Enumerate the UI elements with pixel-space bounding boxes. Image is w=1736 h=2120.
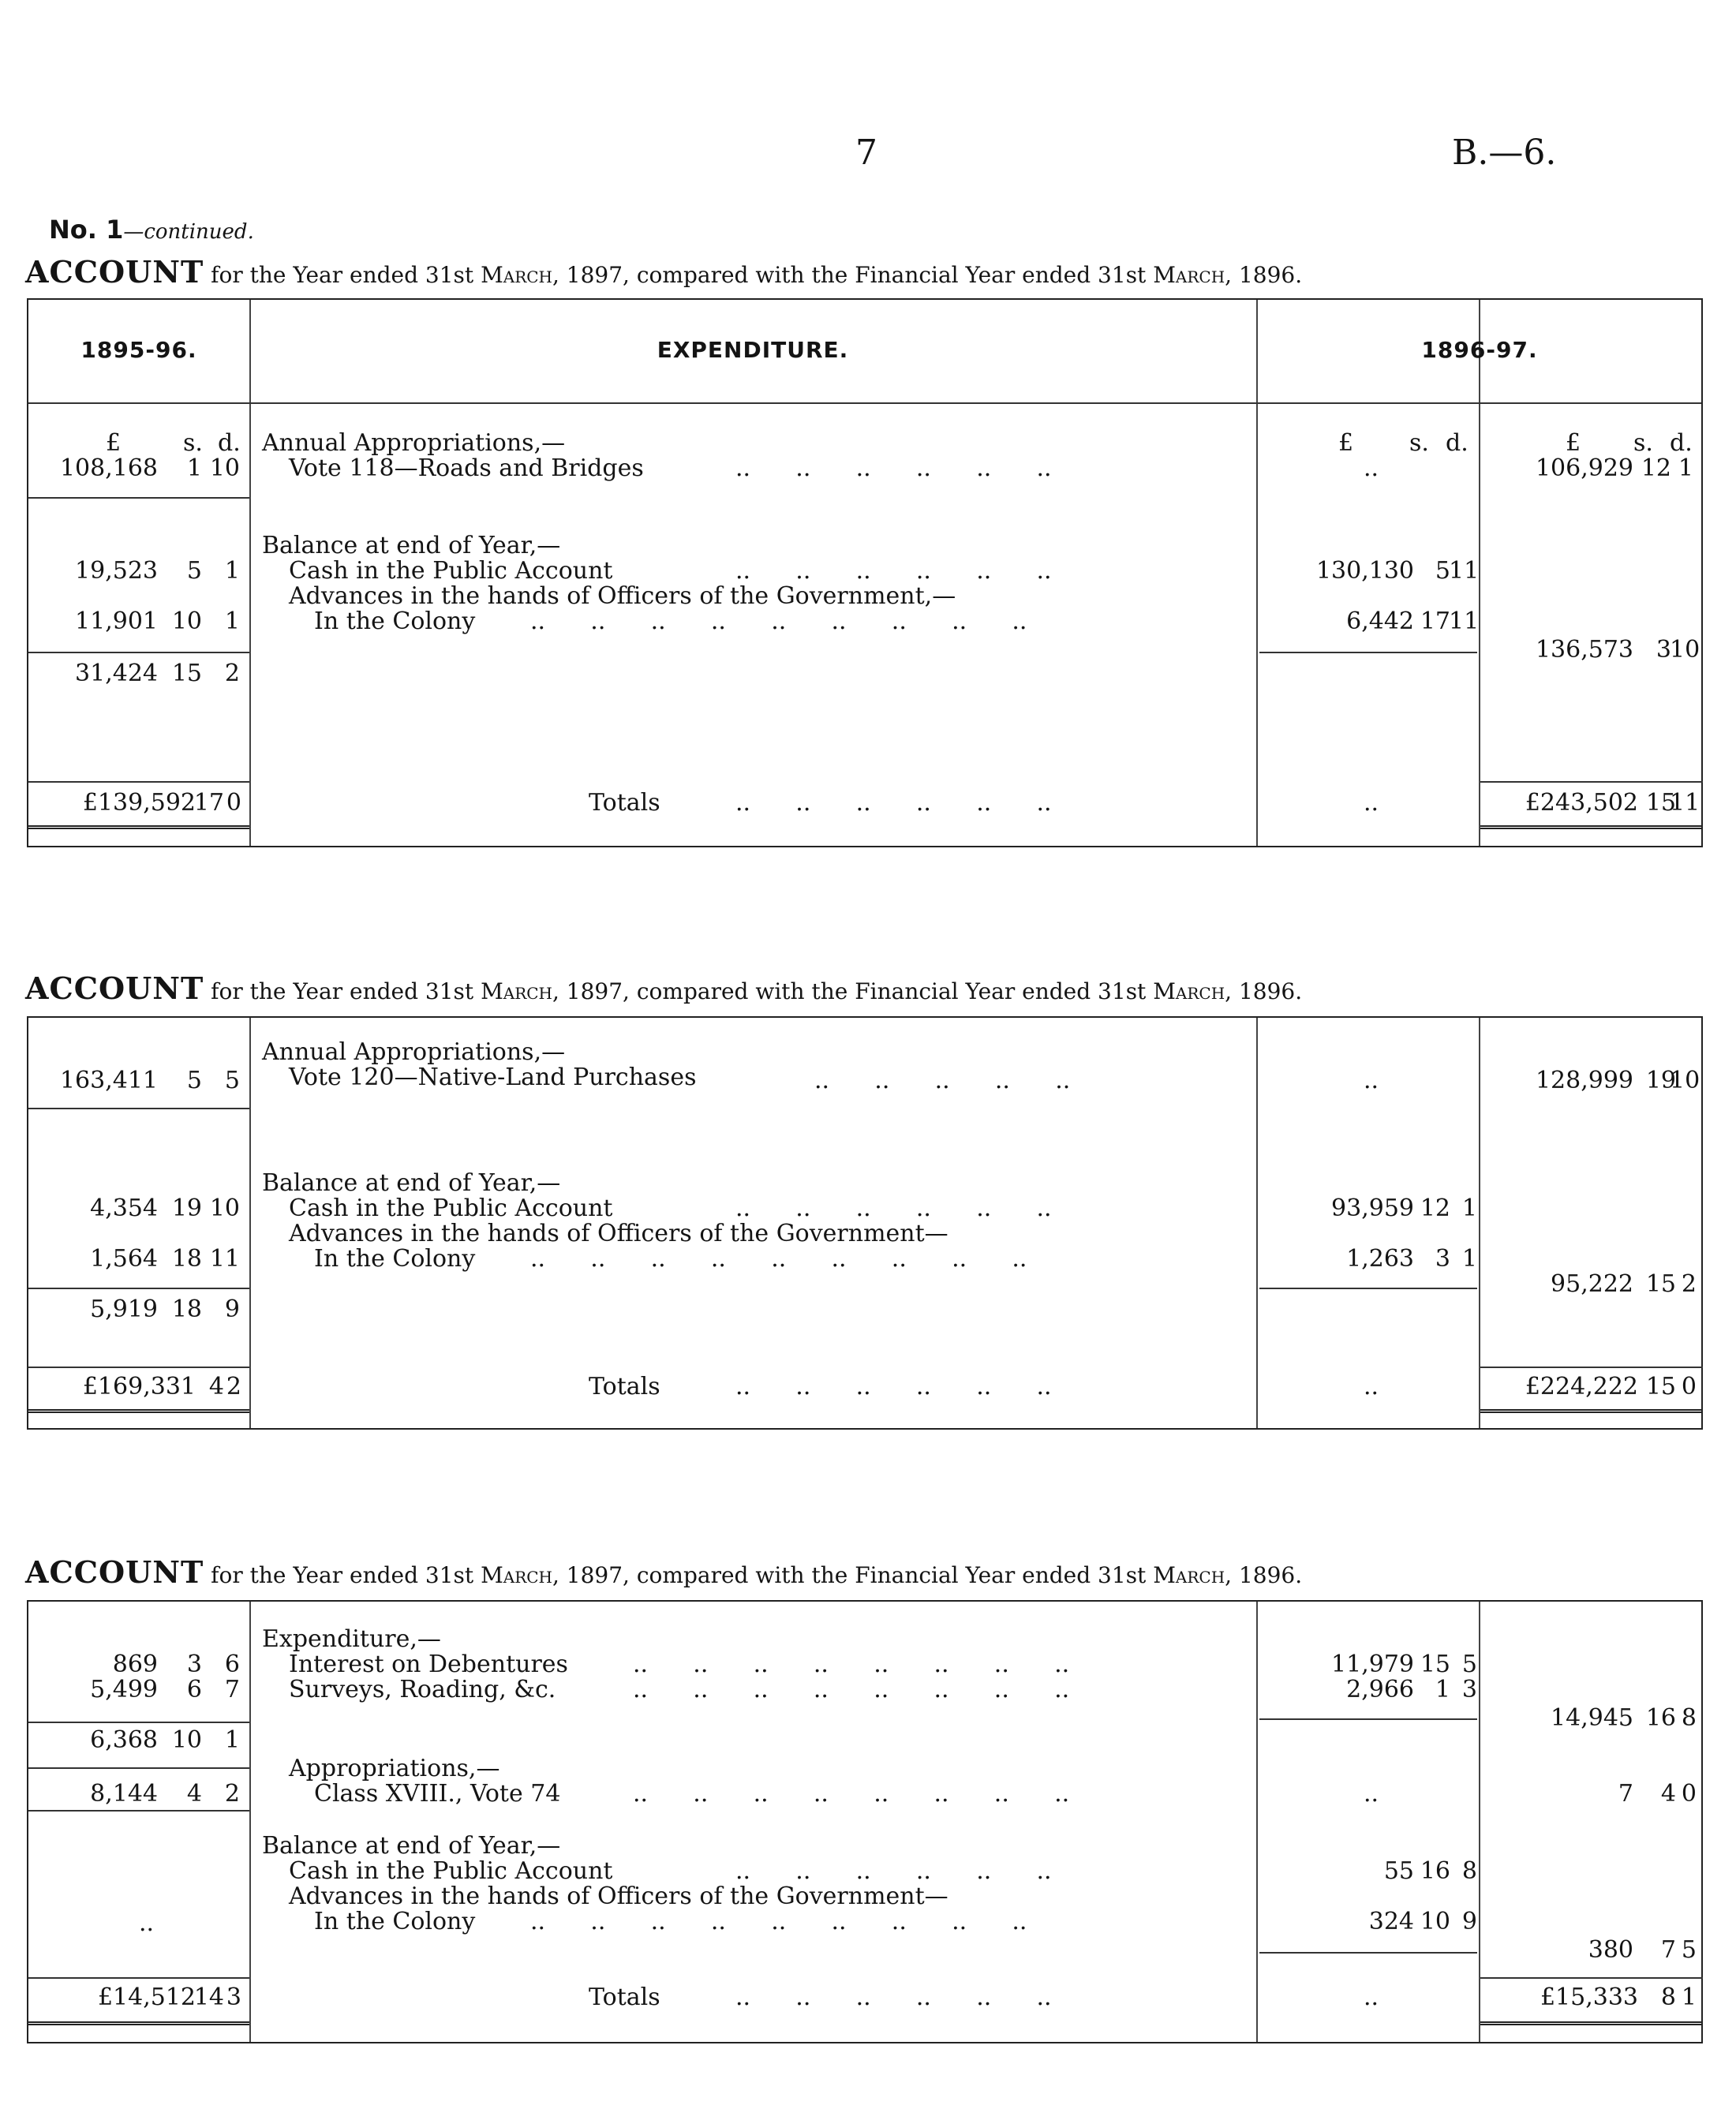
row-label: Cash in the Public Account bbox=[289, 1857, 613, 1885]
prev-shillings: 1 bbox=[186, 454, 202, 482]
leader-dots: .. .. .. .. .. .. .. .. .. bbox=[530, 608, 1027, 635]
prev-pounds: 4,354 bbox=[90, 1195, 158, 1222]
curr-pence: 1 bbox=[1678, 454, 1693, 482]
curr-pence: 0 bbox=[1681, 1780, 1697, 1808]
row-label: Cash in the Public Account bbox=[289, 557, 613, 585]
totals-label: Totals bbox=[589, 1373, 660, 1400]
leader-dots: .. .. .. .. .. .. bbox=[735, 1373, 1052, 1400]
row-label: Annual Appropriations,— bbox=[262, 429, 566, 457]
prev-pence: 2 bbox=[224, 1780, 240, 1808]
leader-dots: .. .. .. .. .. .. .. .. bbox=[633, 1676, 1070, 1703]
prev-pounds: 1,564 bbox=[90, 1245, 158, 1273]
totals-prev-pence: 3 bbox=[226, 1984, 241, 2011]
prev-pounds: 11,901 bbox=[75, 608, 158, 635]
mid-pence: 3 bbox=[1461, 1676, 1477, 1703]
row-label: Balance at end of Year,— bbox=[262, 1832, 561, 1860]
subtotal-prev-pence: 2 bbox=[224, 660, 240, 687]
prev-pounds: 5,499 bbox=[90, 1676, 158, 1703]
leader-dots: .. .. .. .. .. .. .. .. .. bbox=[530, 1908, 1027, 1935]
totals-curr-pence: 1 bbox=[1681, 1984, 1697, 2011]
prev-pence: 1 bbox=[224, 608, 240, 635]
prev-shillings: 5 bbox=[186, 1067, 202, 1094]
mid-pounds: 324 bbox=[1368, 1908, 1414, 1935]
totals-prev-shillings: 4 bbox=[208, 1373, 224, 1400]
totals-prev-pounds: £139,592 bbox=[82, 789, 196, 817]
prev-pence: 7 bbox=[224, 1676, 240, 1703]
leader-dots: .. .. .. .. .. .. bbox=[735, 454, 1052, 482]
totals-curr-pence: 0 bbox=[1681, 1373, 1697, 1400]
unit-shillings: s. bbox=[1409, 429, 1429, 457]
totals-prev-pence: 2 bbox=[226, 1373, 241, 1400]
prev-shillings: 3 bbox=[186, 1651, 202, 1678]
subtotal-curr-pence: 5 bbox=[1681, 1936, 1697, 1964]
leader-dots: .. bbox=[139, 1909, 155, 1937]
mid-pounds: 11,979 bbox=[1331, 1651, 1414, 1678]
totals-prev-pence: 0 bbox=[226, 789, 241, 817]
mid-shillings: 10 bbox=[1420, 1908, 1450, 1935]
subtotal-prev-shillings: 18 bbox=[171, 1296, 202, 1323]
page-number: 7 bbox=[855, 133, 877, 173]
leader-dots: .. .. .. .. .. .. bbox=[735, 1195, 1052, 1222]
subtotal-curr-shillings: 3 bbox=[1656, 636, 1671, 664]
prev-pounds: 869 bbox=[112, 1651, 158, 1678]
row-label: Advances in the hands of Officers of the Government,— bbox=[289, 582, 956, 610]
mid-shillings: 16 bbox=[1420, 1857, 1450, 1885]
unit-shillings: s. bbox=[1633, 429, 1653, 457]
subtotal-curr-pounds: 14,945 bbox=[1551, 1704, 1633, 1732]
account-heading-3: ACCOUNT for the Year ended 31st March, 1897, compared with the Financial Year ended 31st March, 1896. bbox=[25, 1554, 1303, 1590]
curr-shillings: 4 bbox=[1660, 1780, 1676, 1808]
mid-pence: 1 bbox=[1461, 1245, 1477, 1273]
row-label: Balance at end of Year,— bbox=[262, 532, 561, 559]
curr-pence: 10 bbox=[1670, 1067, 1700, 1094]
row-label: Annual Appropriations,— bbox=[262, 1038, 566, 1066]
row-label: Appropriations,— bbox=[289, 1755, 500, 1782]
row-label: Vote 118—Roads and Bridges bbox=[289, 454, 644, 482]
mid-pounds: 130,130 bbox=[1315, 557, 1414, 585]
leader-dots: .. bbox=[1364, 1984, 1379, 2011]
curr-pounds: 106,929 bbox=[1535, 454, 1633, 482]
subtotal-prev-pounds: 5,919 bbox=[90, 1296, 158, 1323]
prev-pence: 10 bbox=[209, 1195, 240, 1222]
subtotal-curr-pounds: 380 bbox=[1588, 1936, 1633, 1964]
prev-pounds: 8,144 bbox=[90, 1780, 158, 1808]
subtotal-prev-pence: 9 bbox=[224, 1296, 240, 1323]
subtotal-curr-pence: 10 bbox=[1670, 636, 1700, 664]
totals-label: Totals bbox=[589, 789, 660, 817]
leader-dots: .. .. .. .. .. .. bbox=[735, 1984, 1052, 2011]
prev-pence: 5 bbox=[224, 1067, 240, 1094]
mid-shillings: 17 bbox=[1420, 608, 1450, 635]
totals-curr-pence: 11 bbox=[1670, 789, 1700, 817]
column-header-1895-96: 1895-96. bbox=[80, 337, 197, 363]
subtotal-curr-pounds: 136,573 bbox=[1535, 636, 1633, 664]
mid-pence: 9 bbox=[1461, 1908, 1477, 1935]
totals-label: Totals bbox=[589, 1984, 660, 2011]
prev-shillings: 19 bbox=[171, 1195, 202, 1222]
row-label: Surveys, Roading, &c. bbox=[289, 1676, 556, 1703]
curr-pounds: 128,999 bbox=[1535, 1067, 1633, 1094]
leader-dots: .. .. .. .. .. bbox=[814, 1067, 1071, 1094]
subtotal-prev-pounds: 6,368 bbox=[90, 1726, 158, 1754]
leader-dots: .. bbox=[1364, 1373, 1379, 1400]
row-label: Vote 120—Native-Land Purchases bbox=[289, 1064, 697, 1091]
expenditure-table-debentures bbox=[27, 1600, 1703, 2043]
row-label: In the Colony bbox=[314, 1908, 476, 1935]
prev-shillings: 18 bbox=[171, 1245, 202, 1273]
mid-pence: 11 bbox=[1449, 557, 1480, 585]
column-header-1896-97: 1896-97. bbox=[1421, 337, 1538, 363]
subtotal-curr-shillings: 16 bbox=[1645, 1704, 1676, 1732]
prev-pounds: 163,411 bbox=[59, 1067, 158, 1094]
subtotal-curr-pence: 8 bbox=[1681, 1704, 1697, 1732]
prev-shillings: 5 bbox=[186, 557, 202, 585]
prev-pence: 1 bbox=[224, 557, 240, 585]
mid-pence: 5 bbox=[1461, 1651, 1477, 1678]
mid-pounds: 6,442 bbox=[1346, 608, 1414, 635]
leader-dots: .. .. .. .. .. .. .. .. .. bbox=[530, 1245, 1027, 1273]
row-label: In the Colony bbox=[314, 608, 476, 635]
expenditure-table-native-land bbox=[27, 1016, 1703, 1430]
leader-dots: .. bbox=[1364, 1780, 1379, 1808]
row-label: Expenditure,— bbox=[262, 1625, 441, 1653]
account-heading-1: ACCOUNT for the Year ended 31st March, 1897, compared with the Financial Year ended 31st March, 1896. bbox=[25, 254, 1303, 290]
prev-pence: 11 bbox=[209, 1245, 240, 1273]
mid-pence: 1 bbox=[1461, 1195, 1477, 1222]
mid-shillings: 15 bbox=[1420, 1651, 1450, 1678]
totals-curr-shillings: 8 bbox=[1660, 1984, 1676, 2011]
mid-shillings: 12 bbox=[1420, 1195, 1450, 1222]
unit-pound: £ bbox=[1566, 429, 1581, 457]
leader-dots: .. .. .. .. .. .. bbox=[735, 557, 1052, 585]
leader-dots: .. .. .. .. .. .. .. .. bbox=[633, 1651, 1070, 1678]
totals-prev-shillings: 17 bbox=[193, 789, 224, 817]
totals-curr-pounds: £224,222 bbox=[1525, 1373, 1638, 1400]
continued-note: —continued. bbox=[123, 220, 254, 244]
row-label: Balance at end of Year,— bbox=[262, 1169, 561, 1197]
subtotal-prev-pence: 1 bbox=[224, 1726, 240, 1754]
mid-pounds: 2,966 bbox=[1346, 1676, 1414, 1703]
mid-pounds: 1,263 bbox=[1346, 1245, 1414, 1273]
prev-pounds: 19,523 bbox=[75, 557, 158, 585]
totals-curr-shillings: 15 bbox=[1645, 1373, 1676, 1400]
prev-pence: 6 bbox=[224, 1651, 240, 1678]
continuation-label bbox=[49, 215, 254, 245]
expenditure-table-roads bbox=[27, 298, 1703, 847]
totals-prev-shillings: 14 bbox=[193, 1984, 224, 2011]
mid-shillings: 5 bbox=[1435, 557, 1450, 585]
totals-prev-pounds: £14,512 bbox=[97, 1984, 196, 2011]
unit-shillings: s. bbox=[183, 429, 203, 457]
mid-pounds: 93,959 bbox=[1331, 1195, 1414, 1222]
mid-pounds: 55 bbox=[1383, 1857, 1414, 1885]
row-label: Interest on Debentures bbox=[289, 1651, 568, 1678]
curr-shillings: 12 bbox=[1641, 454, 1671, 482]
row-label: Advances in the hands of Officers of the Government— bbox=[289, 1883, 948, 1910]
row-label: Advances in the hands of Officers of the Government— bbox=[289, 1220, 948, 1247]
column-header-expenditure: EXPENDITURE. bbox=[657, 337, 849, 363]
subtotal-curr-pence: 2 bbox=[1681, 1270, 1697, 1298]
leader-dots: .. .. .. .. .. .. bbox=[735, 789, 1052, 817]
subtotal-curr-shillings: 15 bbox=[1645, 1270, 1676, 1298]
leader-dots: .. bbox=[1364, 1067, 1379, 1094]
unit-pound: £ bbox=[106, 429, 122, 457]
prev-pence: 10 bbox=[209, 454, 240, 482]
totals-curr-shillings: 15 bbox=[1645, 789, 1676, 817]
unit-pence: d. bbox=[218, 429, 241, 457]
subtotal-curr-shillings: 7 bbox=[1660, 1936, 1676, 1964]
prev-shillings: 4 bbox=[186, 1780, 202, 1808]
leader-dots: .. bbox=[1364, 789, 1379, 817]
prev-shillings: 6 bbox=[186, 1676, 202, 1703]
schedule-number: No. 1 bbox=[49, 215, 124, 245]
unit-pound: £ bbox=[1338, 429, 1354, 457]
document-reference: B.—6. bbox=[1452, 133, 1557, 173]
totals-curr-pounds: £15,333 bbox=[1540, 1984, 1638, 2011]
row-label: Cash in the Public Account bbox=[289, 1195, 613, 1222]
subtotal-curr-pounds: 95,222 bbox=[1551, 1270, 1633, 1298]
mid-shillings: 3 bbox=[1435, 1245, 1450, 1273]
leader-dots: .. bbox=[1364, 454, 1379, 482]
leader-dots: .. .. .. .. .. .. .. .. bbox=[633, 1780, 1070, 1808]
unit-pence: d. bbox=[1446, 429, 1468, 457]
unit-pence: d. bbox=[1670, 429, 1693, 457]
totals-prev-pounds: £169,331 bbox=[82, 1373, 196, 1400]
curr-pounds: 7 bbox=[1618, 1780, 1633, 1808]
prev-pounds: 108,168 bbox=[59, 454, 158, 482]
row-label: In the Colony bbox=[314, 1245, 476, 1273]
subtotal-prev-pounds: 31,424 bbox=[75, 660, 158, 687]
row-label: Class XVIII., Vote 74 bbox=[314, 1780, 561, 1808]
subtotal-prev-shillings: 15 bbox=[171, 660, 202, 687]
mid-shillings: 1 bbox=[1435, 1676, 1450, 1703]
mid-pence: 11 bbox=[1449, 608, 1480, 635]
prev-shillings: 10 bbox=[171, 608, 202, 635]
subtotal-prev-shillings: 10 bbox=[171, 1726, 202, 1754]
curr-shillings: 19 bbox=[1645, 1067, 1676, 1094]
totals-curr-pounds: £243,502 bbox=[1525, 789, 1638, 817]
mid-pence: 8 bbox=[1461, 1857, 1477, 1885]
account-heading-2: ACCOUNT for the Year ended 31st March, 1897, compared with the Financial Year ended 31st March, 1896. bbox=[25, 970, 1303, 1006]
leader-dots: .. .. .. .. .. .. bbox=[735, 1857, 1052, 1885]
